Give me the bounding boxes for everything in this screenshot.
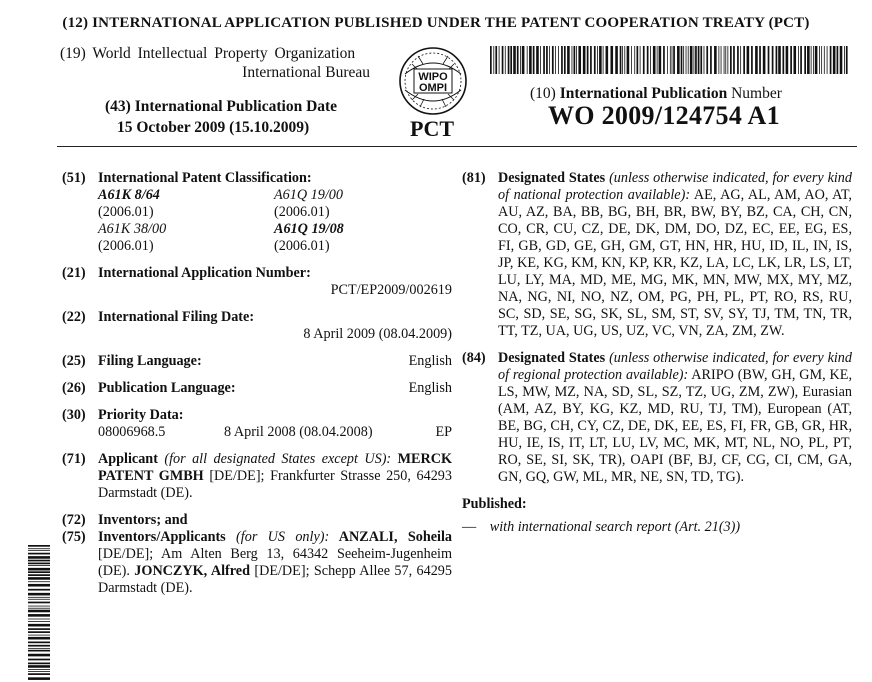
published-item-text: with international search report (Art. 21(3)) bbox=[489, 519, 741, 535]
field-84-num: (84) bbox=[462, 350, 486, 366]
priority-application: 08006968.5 bbox=[98, 424, 166, 440]
classification-code: A61K 8/64 bbox=[98, 187, 160, 203]
field-22-num: (22) bbox=[62, 309, 86, 325]
field-81-note: (unless otherwise indicated, for every kind of national protection available): bbox=[498, 170, 852, 203]
barcode-top bbox=[490, 46, 848, 74]
publication-date-value: 15 October 2009 (15.10.2009) bbox=[117, 119, 310, 136]
field-22 bbox=[62, 309, 452, 343]
publication-number-label-rest: Number bbox=[727, 85, 782, 102]
filing-date: 8 April 2009 (08.04.2009) bbox=[303, 326, 452, 342]
applicant-name: MERCK PATENT GMBH bbox=[98, 451, 452, 484]
field-84 bbox=[462, 350, 852, 486]
field-81-label: Designated States bbox=[498, 170, 606, 186]
applicant-address: [DE/DE]; Frankfurter Strasse 250, 64293 Darmstadt (DE). bbox=[98, 468, 452, 501]
field-22-label: International Filing Date: bbox=[98, 309, 255, 325]
field-84-label: Designated States bbox=[498, 350, 606, 366]
classification-code: A61K 38/00 bbox=[98, 221, 167, 237]
published-item bbox=[462, 519, 852, 536]
published-section bbox=[462, 496, 852, 536]
field-71-label: Applicant bbox=[98, 451, 158, 467]
classification-version: (2006.01) bbox=[98, 204, 154, 220]
published-label: Published: bbox=[462, 496, 527, 512]
regional-states-list: ARIPO (BW, GH, GM, KE, LS, MW, MZ, NA, SD, SL, SZ, TZ, UG, ZM, ZW), Eurasian (AM, AZ, BY, KG, KZ, MD, RU, TJ, TM), European (AT, BE, BG, CH, CY, CZ, DE, DK, EE, ES, FI, FR, GB, GR, HR, HU, IE, IS, IT, LT, LU, LV, MC, MK, MT, NL, NO, PL, PT, RO, SE, SI, SK, TR), OAPI (BF, BJ, CF, CG, CI, CM, GA, GN, GQ, GW, ML, MR, NE, SN, TD, TG). bbox=[498, 367, 853, 485]
left-column bbox=[62, 170, 452, 607]
publication-language: English bbox=[408, 380, 452, 396]
inventor-name: JONCZYK, Alfred bbox=[129, 563, 250, 579]
publication-number-prefix: (10) bbox=[530, 85, 560, 102]
inventor-address: [DE/DE]; Schepp Allee 57, 64295 Darmstadt (DE). bbox=[98, 563, 452, 596]
publication-number: WO 2009/124754 A1 bbox=[548, 101, 780, 130]
field-30 bbox=[62, 407, 452, 441]
field-25-label: Filing Language: bbox=[98, 353, 202, 369]
field-30-num: (30) bbox=[62, 407, 86, 423]
priority-country: EP bbox=[435, 424, 452, 440]
barcode-side bbox=[28, 545, 50, 682]
field-84-note: (unless otherwise indicated, for every kind of regional protection available): bbox=[498, 350, 852, 383]
inventor-address: [DE/DE]; Am Alten Berg 13, 64342 Seeheim-Jugenheim (DE). bbox=[98, 546, 452, 579]
inventor-name: ANZALI, Soheila bbox=[329, 529, 452, 545]
field-72-num: (72) bbox=[62, 512, 86, 528]
classification-row-1 bbox=[98, 187, 452, 221]
field-30-label: Priority Data: bbox=[98, 407, 184, 423]
right-column bbox=[462, 170, 852, 536]
field-81 bbox=[462, 170, 852, 340]
classification-version: (2006.01) bbox=[274, 204, 330, 220]
published-dash: — bbox=[462, 519, 480, 535]
wipo-logo-text-bottom: OMPI bbox=[418, 82, 448, 94]
field-71 bbox=[62, 451, 452, 502]
field-25-num: (25) bbox=[62, 353, 86, 369]
field-71-note: (for all designated States except US): bbox=[157, 451, 392, 467]
field-21-label: International Application Number: bbox=[98, 265, 311, 281]
classification-code: A61Q 19/00 bbox=[274, 187, 343, 203]
wipo-logo bbox=[398, 44, 468, 118]
classification-row-2 bbox=[98, 221, 452, 255]
priority-date: 8 April 2008 (08.04.2008) bbox=[224, 424, 373, 440]
document-title: (12) INTERNATIONAL APPLICATION PUBLISHED UNDER THE PATENT COOPERATION TREATY (PCT) bbox=[62, 15, 810, 31]
classification-version: (2006.01) bbox=[274, 238, 330, 254]
field-26-label: Publication Language: bbox=[98, 380, 236, 396]
classification-code: A61Q 19/08 bbox=[274, 221, 344, 237]
field-21-num: (21) bbox=[62, 265, 86, 281]
field-25 bbox=[62, 353, 452, 370]
organization-block bbox=[60, 44, 390, 82]
field-26 bbox=[62, 380, 452, 397]
field-71-num: (71) bbox=[62, 451, 86, 467]
field-26-num: (26) bbox=[62, 380, 86, 396]
field-51 bbox=[62, 170, 452, 255]
field-21 bbox=[62, 265, 452, 299]
field-72-label: Inventors; and bbox=[98, 512, 188, 528]
pct-label: PCT bbox=[410, 116, 454, 141]
classification-version: (2006.01) bbox=[98, 238, 154, 254]
header-divider bbox=[57, 146, 857, 147]
field-51-label: International Patent Classification: bbox=[98, 170, 312, 186]
national-states-list: AE, AG, AL, AM, AO, AT, AU, AZ, BA, BB, BG, BH, BR, BW, BY, BZ, CA, CH, CN, CO, CR, CU, CZ, DE, DK, DM, DO, DZ, EC, EE, EG, ES, FI, GB, GD, GE, GH, GM, GT, HN, HR, HU, ID, IL, IN, IS, JP, KE, KG, KM, KN, KP, KR, KZ, LA, LC, LK, LR, LS, LT, LU, LY, MA, MD, ME, MG, MK, MN, MW, MX, MY, MZ, NA, NG, NI, NO, NZ, OM, PG, PH, PL, PT, RO, RS, RU, SC, SD, SE, SG, SK, SL, SM, ST, SV, SY, TJ, TM, TN, TR, TT, TZ, UA, UG, US, UZ, VC, VN, ZA, ZM, ZW. bbox=[498, 187, 852, 339]
publication-number-label-bold: International Publication bbox=[559, 85, 728, 102]
organization-name: (19) World Intellectual Property Organization bbox=[60, 45, 356, 62]
field-72 bbox=[62, 512, 452, 529]
field-75 bbox=[62, 529, 452, 597]
publication-date-label: (43) International Publication Date bbox=[105, 98, 338, 115]
field-75-note: (for US only): bbox=[225, 529, 330, 545]
field-75-num: (75) bbox=[62, 529, 86, 545]
publication-date-block bbox=[105, 96, 337, 138]
field-51-num: (51) bbox=[62, 170, 86, 186]
field-75-label: Inventors/Applicants bbox=[98, 529, 226, 545]
organization-bureau: International Bureau bbox=[242, 64, 370, 81]
field-81-num: (81) bbox=[462, 170, 486, 186]
filing-language: English bbox=[408, 353, 452, 369]
wipo-logo-text-top: WIPO bbox=[418, 71, 448, 83]
application-number: PCT/EP2009/002619 bbox=[330, 282, 452, 298]
